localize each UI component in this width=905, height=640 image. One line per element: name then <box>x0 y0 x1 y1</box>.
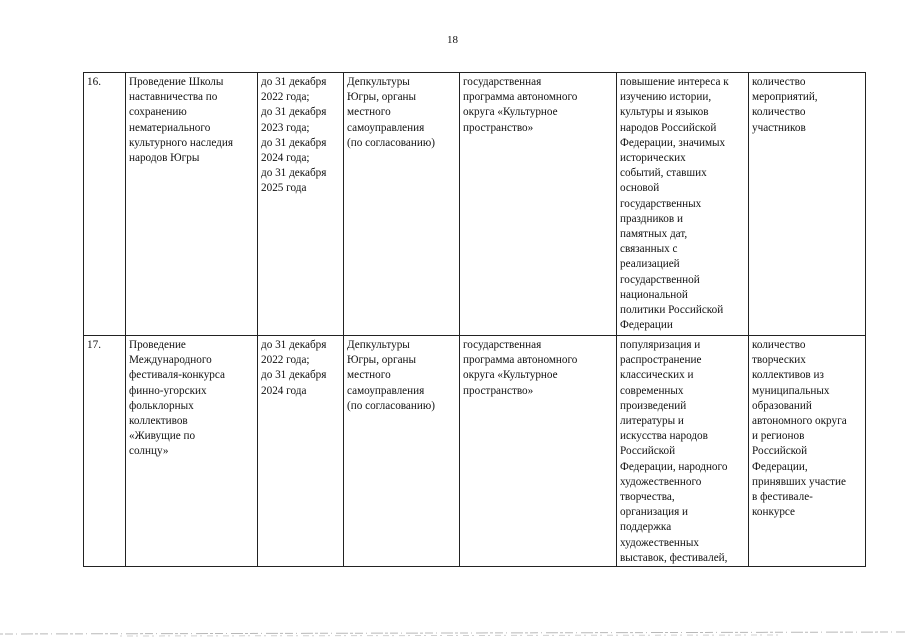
indicator-cell <box>749 73 866 336</box>
program-text: государственная программа автономного округа «Культурное пространство» <box>463 339 578 397</box>
indicator-cell <box>749 336 866 567</box>
executor-text: Депкультуры Югры, органы местного самоуправления (по согласованию) <box>347 339 435 412</box>
result-text: повышение интереса к изучению истории, культуры и языков народов Российской Федерации, значимых исторических событий, ставших основой государственных праздников и памятных дат, связанных с реализацией государственной национальной политики Российской Федерации <box>620 76 729 332</box>
program-text: государственная программа автономного округа «Культурное пространство» <box>463 76 578 134</box>
deadline-cell <box>258 73 344 336</box>
deadline-text: до 31 декабря 2022 года; до 31 декабря 2023 года; до 31 декабря 2024 года; до 31 декабря 2025 года <box>261 76 327 195</box>
executor-cell <box>344 336 460 567</box>
executor-text: Депкультуры Югры, органы местного самоуправления (по согласованию) <box>347 76 435 149</box>
result-cell <box>617 336 749 567</box>
page-number: 18 <box>447 34 458 46</box>
deadline-text: до 31 декабря 2022 года; до 31 декабря 2024 года <box>261 339 327 397</box>
scan-artifact-line <box>0 627 905 640</box>
table-row <box>84 73 866 336</box>
result-text: популяризация и распространение классических и современных произведений литературы и искусства народов Российской Федерации, народного художественного творчества, организация и поддержка художественных выставок, фестивалей, <box>620 339 728 564</box>
row-number <box>84 336 126 567</box>
row-number-text: 17. <box>87 339 101 351</box>
deadline-cell <box>258 336 344 567</box>
activity-plan-table <box>83 72 866 567</box>
row-number-text: 16. <box>87 76 101 88</box>
indicator-text: количество творческих коллективов из муниципальных образований автономного округа и регионов Российской Федерации, принявших участие в фестивале- конкурсе <box>752 339 847 519</box>
event-cell <box>126 73 258 336</box>
indicator-text: количество мероприятий, количество участников <box>752 76 818 134</box>
executor-cell <box>344 73 460 336</box>
event-cell <box>126 336 258 567</box>
program-cell <box>460 73 617 336</box>
program-cell <box>460 336 617 567</box>
event-text: Проведение Международного фестиваля-конкурса финно-угорских фольклорных коллективов «Живущие по солнцу» <box>129 339 225 458</box>
row-number <box>84 73 126 336</box>
table-row <box>84 336 866 567</box>
event-text: Проведение Школы наставничества по сохранению нематериального культурного наследия народов Югры <box>129 76 233 165</box>
result-cell <box>617 73 749 336</box>
